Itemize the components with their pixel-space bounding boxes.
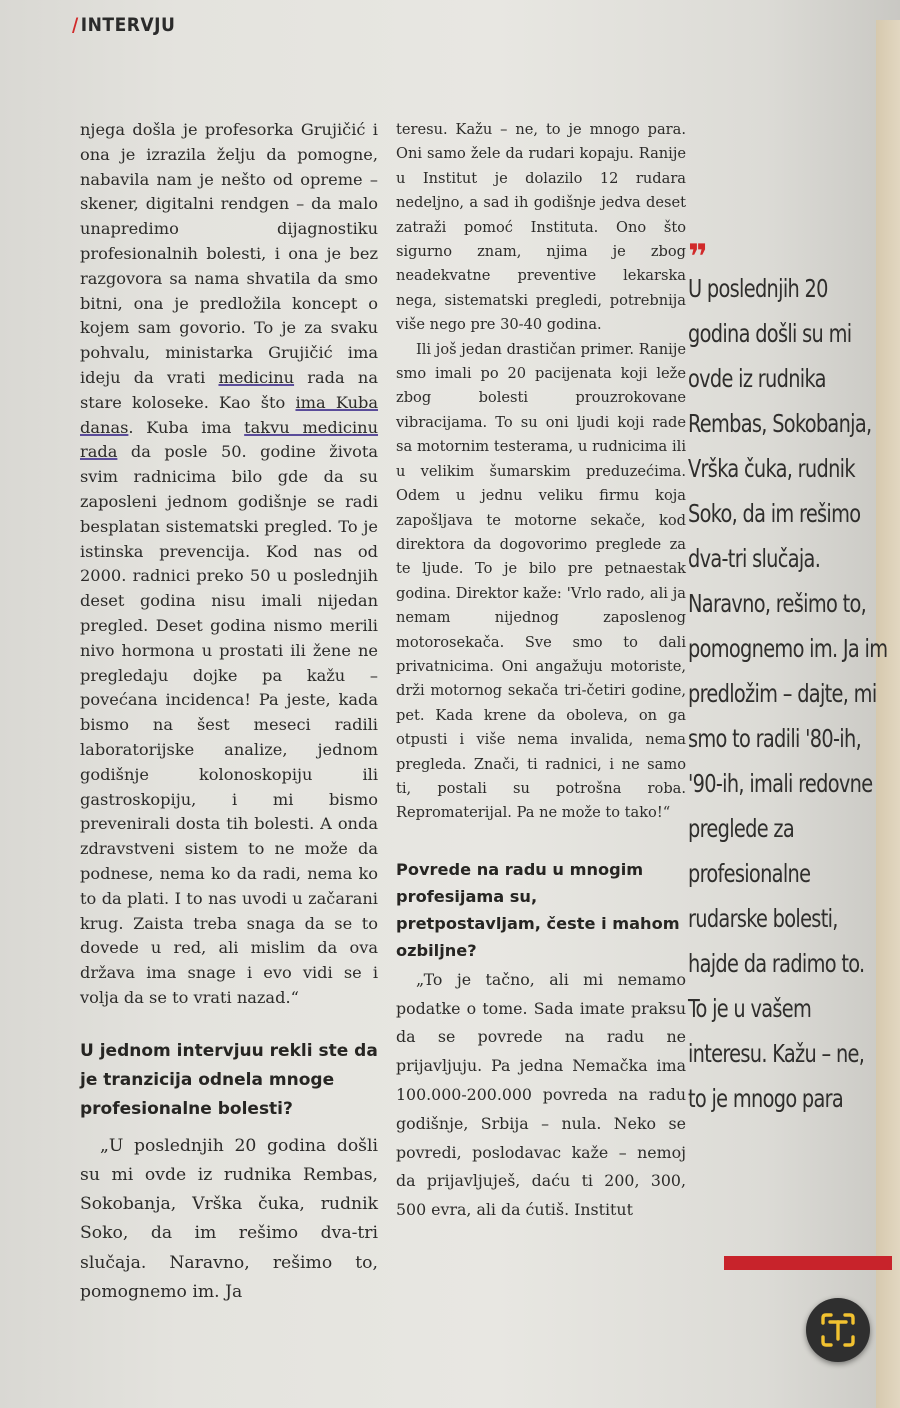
text-lens-icon xyxy=(806,1298,870,1362)
quote-mark-icon: ❞ xyxy=(688,237,708,277)
interview-question: U jednom intervjuu rekli ste da je tranzicija odnela mnoge profesionalne bolesti? xyxy=(80,1040,378,1119)
paragraph: teresu. Kažu – ne, to je mnogo para. Oni samo žele da rudari kopaju. Ranije u Institut je dolazilo 12 rudara nedeljno, a sad ih godišnje jedva deset zatraži pomoć Instituta. Ono što sigurno znam, njima je zbog neadekvatne preventive lekarska nega, sistematski pregledi, potrebnija više nego pre 30-40 godina. xyxy=(396,121,686,334)
paragraph: njega došla je profesorka Grujičić i ona je izrazila želju da pomogne, nabavila nam je nešto od opreme – skener, digitalni rendgen – da malo unapredimo dijagnostiku profesionalnih bolesti, i ona je bez razgovora sa nama shvatila da smo bitni, ona je predložila koncept o kojem sam govorio. To je za svaku pohvalu, ministarka Grujičić ima ideju da vrati medicinu rada na stare koloseke. Kao što ima Kuba danas. Kuba ima takvu medicinu rada da posle 50. godine života svim radnicima bilo gde da su zaposleni jednom godišnje se radi besplatan sistematski pregled. To je istinska prevencija. Kod nas od 2000. radnici preko 50 u poslednjih deset godina nisu imali nijedan pregled. Deset godina nismo merili nivo hormona u prostati ili žene ne pregledaju dojke pa kažu – povećana incidenca! Pa jeste, kada bismo na šest meseci radili laboratorijske analize, jednom godišnje kolonoskopiju ili gastroskopiju, i mi bismo prevenirali dosta tih bolesti. A onda zdravstveni sistem to ne može da podnese, nema ko da radi, nema ko to da plati. I to nas uvodi u začarani krug. Zaista treba snaga da se to dovede u red, ali mislim da ova država ima snage i evo vidi se i volja da se to vrati nazad.“ xyxy=(80,120,379,1007)
section-slash: / xyxy=(72,14,79,36)
underlined-text: takvu medicinu rada xyxy=(80,417,379,462)
underlined-text: ima Kuba danas xyxy=(80,392,379,437)
pull-quote: U poslednjih 20 godina došli su mi ovde iz rudnika Rembas, Sokobanja, Vrška čuka, rudnik Soko, da im rešimo dva-tri slučaja. Naravno, rešimo to, pomognemo im. Ja im predložim – dajte, mi smo to radili '80-ih, '90-ih, imali redovne preglede za profesionalne rudarske bolesti, hajde da radimo to. To je u vašem interesu. Kažu – ne, to je mnogo para xyxy=(688,274,888,1113)
red-rule xyxy=(724,1256,892,1270)
interview-answer: „To je tačno, ali mi nemamo podatke o tome. Sada imate praksu da se povrede na radu ne prijavljuju. Pa jedna Nemačka ima 100.000-200.000 povreda na radu godišnje, Srbija – nula. Neko se povredi, poslodavac kaže – nemoj da prijavljuješ, daću ti 200, 300, 500 evra, ali da ćutiš. Institut xyxy=(396,969,686,1220)
column-middle xyxy=(396,118,686,1225)
underlined-text: medicinu xyxy=(218,367,295,387)
column-left xyxy=(80,118,378,1307)
interview-question: Povrede na radu u mnogim profesijama su, pretpostavljam, česte i mahom ozbiljne? xyxy=(396,859,680,960)
text-lens-button[interactable] xyxy=(806,1298,870,1362)
section-title: INTERVJU xyxy=(80,14,176,36)
section-label xyxy=(72,14,175,36)
paragraph: Ili još jedan drastičan primer. Ranije smo imali po 20 pacijenata koji leže zbog bolesti prouzrokovane vibracijama. To su oni ljudi koji rade sa motornim testerama, u rudnicima ili u velikim šumarskim preduzećima. Odem u jednu veliku firmu koja zapošljava te motorne sekače, kod direktora da dogovorimo preglede za te ljude. To je bilo pre petnaestak godina. Direktor kaže: 'Vrlo rado, ali ja nemam nijednog zaposlenog motorosekača. Sve smo to dali privatnicima. Oni angažuju motoriste, drži motornog sekača tri-četiri godine, pet. Kada krene da oboleva, on ga otpusti i više nema invalida, nema pregleda. Znači, ti radnici, i ne samo ti, postali su potrošna roba. Repromaterijal. Pa ne može to tako!“ xyxy=(396,340,686,822)
interview-answer: „U poslednjih 20 godina došli su mi ovde iz rudnika Rembas, Sokobanja, Vrška čuka, rudnik Soko, da im rešimo dva-tri slučaja. Naravno, rešimo to, pomognemo im. Ja xyxy=(80,1135,378,1302)
